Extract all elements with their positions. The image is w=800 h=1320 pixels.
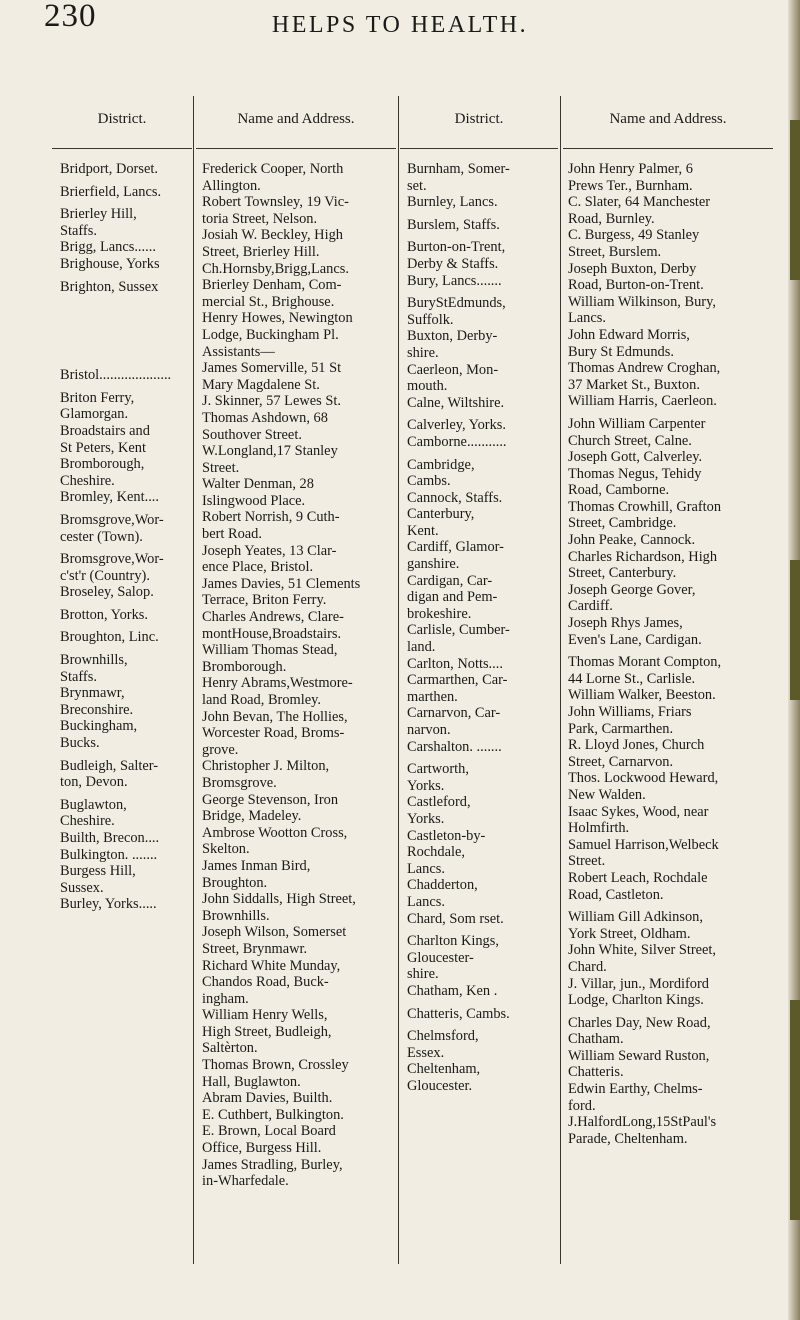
table-line: J. Skinner, 57 Lewes St. — [202, 393, 341, 410]
table-line: Suffolk. — [407, 311, 454, 328]
table-line: ence Place, Bristol. — [202, 559, 314, 576]
table-line: Brighouse, Yorks — [60, 255, 160, 272]
table-line: C. Slater, 64 Manchester — [568, 194, 711, 211]
table-line: John White, Silver Street, — [568, 942, 717, 959]
table-line: Bromley, Kent.... — [60, 489, 159, 506]
table-line: John Peake, Cannock. — [568, 532, 696, 549]
table-line: James Stradling, Burley, — [202, 1156, 343, 1173]
table-line: Burton-on-Trent, — [407, 239, 506, 256]
table-line: Street. — [202, 459, 240, 476]
table-line: Chatham, Ken . — [407, 982, 498, 999]
table-line: W.Longland,17 Stanley — [202, 443, 338, 460]
table-line: Walter Denman, 28 — [202, 476, 314, 493]
header-name-right: Name and Address. — [609, 111, 727, 127]
table-line: Thomas Negus, Tehidy — [568, 465, 702, 482]
table-line: William Gill Adkinson, — [568, 909, 703, 926]
table-line: Cartworth, — [407, 761, 469, 778]
table-line: High Street, Budleigh, — [202, 1023, 332, 1040]
table-line: J.HalfordLong,15StPaul's — [568, 1114, 717, 1131]
table-line: Even's Lane, Cardigan. — [568, 631, 702, 648]
table-line: William Thomas Stead, — [202, 642, 338, 659]
table-line: Broseley, Salop. — [60, 584, 154, 601]
table-line: Road, Burnley. — [568, 210, 655, 227]
district-column-left — [60, 161, 192, 913]
page-edge-stain — [790, 120, 800, 280]
table-line: mouth. — [407, 378, 448, 395]
page-number: 230 — [44, 0, 97, 34]
table-line: New Walden. — [568, 786, 646, 803]
table-line: Street, Brierley Hill. — [202, 243, 320, 260]
table-line: land Road, Bromley. — [202, 692, 321, 708]
table-line: Saltèrton. — [202, 1040, 258, 1057]
table-line: BuryStEdmunds, — [407, 295, 506, 312]
table-line: Burley, Yorks..... — [60, 896, 157, 913]
table-line: Isaac Sykes, Wood, near — [568, 803, 709, 820]
table-line: Office, Burgess Hill. — [202, 1140, 322, 1157]
table-line: Brownhills, — [60, 652, 128, 669]
table-line: Chatteris, Cambs. — [407, 1005, 510, 1022]
table-line: Ch.Hornsby,Brigg,Lancs. — [202, 260, 349, 277]
table-line: E. Brown, Local Board — [202, 1123, 336, 1140]
table-line: Worcester Road, Broms- — [202, 725, 345, 742]
table-line: Edwin Earthy, Chelms- — [568, 1081, 703, 1098]
table-line: York Street, Oldham. — [568, 925, 691, 942]
table-line: Bromsgrove,Wor- — [60, 551, 164, 568]
table-line: Bridge, Madeley. — [202, 808, 302, 825]
table-line: Charlton Kings, — [407, 933, 499, 950]
table-line: montHouse,Broadstairs. — [202, 625, 342, 642]
table-line: c'st'r (Country). — [60, 567, 150, 584]
table-line: R. Lloyd Jones, Church — [568, 737, 705, 754]
table-line: Thomas Crowhill, Grafton — [568, 498, 722, 515]
table-line: Lancs. — [407, 860, 445, 877]
table-line: in-Wharfedale. — [202, 1173, 289, 1190]
table-line: Thomas Andrew Croghan, — [568, 360, 721, 377]
table-line: grove. — [202, 741, 239, 758]
table-line: Breconshire. — [60, 701, 134, 718]
table-line: Bulkington. ....... — [60, 846, 158, 863]
table-line: Bury St Edmunds. — [568, 343, 674, 360]
table-line: Calverley, Yorks. — [407, 417, 506, 434]
table-line: Carmarthen, Car- — [407, 672, 508, 689]
column-rule-2 — [398, 96, 399, 1264]
table-line: Yorks. — [407, 777, 445, 794]
table-line: Burgess Hill, — [60, 863, 136, 880]
table-line: Brynmawr, — [60, 685, 125, 702]
header-underline-2 — [196, 148, 396, 149]
table-line: Street, Brynmawr. — [202, 940, 308, 957]
table-line: Gloucester. — [407, 1077, 473, 1094]
table-line: John William Carpenter — [568, 415, 706, 432]
table-line: digan and Pem- — [407, 589, 498, 606]
table-line: shire. — [407, 344, 439, 361]
table-line: Kent. — [407, 522, 439, 539]
header-district-left: District. — [97, 111, 147, 127]
table-line: Joseph Yeates, 13 Clar- — [202, 542, 337, 559]
table-line: Brigg, Lancs...... — [60, 239, 156, 256]
table-line: land. — [407, 639, 436, 656]
table-line: John Siddalls, High Street, — [202, 891, 356, 908]
table-line: Staffs. — [60, 222, 97, 239]
table-line: William Harris, Caerleon. — [568, 393, 717, 410]
table-line: Cardigan, Car- — [407, 572, 493, 589]
table-line: Abram Davies, Builth. — [202, 1090, 333, 1107]
table-line: Thomas Brown, Crossley — [202, 1057, 349, 1074]
table-line: Buxton, Derby- — [407, 328, 498, 345]
table-line: Southover Street. — [202, 426, 302, 443]
name-address-column-right — [568, 161, 773, 1147]
table-line: Henry Howes, Newington — [202, 310, 353, 327]
table-line: Richard White Munday, — [202, 957, 341, 974]
table-line: Buglawton, — [60, 796, 127, 813]
table-line: Holmfirth. — [568, 820, 630, 837]
table-line: Cheshire. — [60, 472, 115, 489]
table-line: Cardiff, Glamor- — [407, 539, 504, 556]
table-line: Terrace, Briton Ferry. — [202, 592, 327, 609]
table-line: Carnarvon, Car- — [407, 705, 501, 722]
table-line: shire. — [407, 966, 439, 983]
table-line: Park, Carmarthen. — [568, 720, 674, 737]
table-line: Brownhills. — [202, 907, 270, 924]
table-line: Assistants— — [202, 343, 275, 360]
table-line: Chard. — [568, 958, 607, 975]
table-line: Bromborough. — [202, 658, 287, 675]
table-line: Skelton. — [202, 841, 250, 858]
header-underline-3 — [400, 148, 558, 149]
table-line: Lodge, Charlton Kings. — [568, 992, 704, 1009]
table-line: James Davies, 51 Clements — [202, 575, 361, 592]
table-line: Street. — [568, 853, 606, 870]
table-line: Budleigh, Salter- — [60, 757, 159, 774]
table-line: Charles Richardson, High — [568, 548, 718, 565]
table-line: Chadderton, — [407, 877, 478, 894]
table-line: Street, Carnarvon. — [568, 753, 674, 770]
table-line: Staffs. — [60, 668, 97, 685]
table-line: Broadstairs and — [60, 422, 150, 439]
table-line: Chelmsford, — [407, 1028, 479, 1045]
table-line: Joseph Rhys James, — [568, 615, 683, 632]
table-line: Lancs. — [568, 310, 606, 327]
table-line: Castleton-by- — [407, 827, 486, 844]
table-line: Chandos Road, Buck- — [202, 974, 329, 991]
table-line: Caerleon, Mon- — [407, 361, 499, 378]
table-line: mercial St., Brighouse. — [202, 293, 335, 310]
table-line: brokeshire. — [407, 605, 472, 622]
table-line: Bromborough, — [60, 456, 145, 473]
table-line: James Inman Bird, — [202, 857, 311, 874]
header-district-right: District. — [454, 111, 504, 127]
table-line: John Edward Morris, — [568, 326, 690, 343]
table-line: Thos. Lockwood Heward, — [568, 770, 719, 787]
page-edge-stain — [790, 1000, 800, 1220]
table-line: Christopher J. Milton, — [202, 758, 330, 775]
table-line: Street, Burslem. — [568, 243, 662, 260]
table-line: 44 Lorne St., Carlisle. — [568, 670, 696, 687]
table-line: George Stevenson, Iron — [202, 791, 339, 808]
header-underline-1 — [52, 148, 192, 149]
table-line: Brierley Denham, Com- — [202, 277, 342, 294]
table-line: Brighton, Sussex — [60, 278, 159, 295]
table-line: Broughton. — [202, 874, 268, 891]
table-line: Robert Townsley, 19 Vic- — [202, 194, 349, 211]
table-line: Essex. — [407, 1044, 445, 1061]
table-line: Charles Day, New Road, — [568, 1014, 711, 1031]
table-line: Burnham, Somer- — [407, 161, 510, 177]
table-line: Josiah W. Beckley, High — [202, 227, 343, 244]
table-line: Camborne........... — [407, 433, 507, 450]
table-line: Chard, Som rset. — [407, 910, 504, 927]
table-line: Cambridge, — [407, 456, 475, 473]
table-line: Henry Abrams,Westmore- — [202, 675, 353, 692]
table-line: Robert Leach, Rochdale — [568, 869, 708, 886]
table-line: Builth, Brecon.... — [60, 830, 160, 846]
table-line: Mary Magdalene St. — [202, 376, 320, 393]
table-line: Chatteris. — [568, 1064, 624, 1081]
table-line: Castleford, — [407, 794, 471, 811]
table-line: Cannock, Staffs. — [407, 489, 503, 506]
table-line: Canterbury, — [407, 506, 475, 523]
table-line: ganshire. — [407, 556, 460, 573]
table-line: ton, Devon. — [60, 774, 128, 791]
table-line: Samuel Harrison,Welbeck — [568, 836, 719, 853]
table-line: Yorks. — [407, 810, 445, 827]
column-rule-1 — [193, 96, 194, 1264]
table-line: Parade, Cheltenham. — [568, 1130, 688, 1147]
table-line: J. Villar, jun., Mordiford — [568, 975, 709, 992]
table-line: ford. — [568, 1097, 596, 1114]
table-line: Hall, Buglawton. — [202, 1073, 301, 1090]
table-line: Carlton, Notts.... — [407, 655, 503, 672]
table-line: narvon. — [407, 722, 451, 738]
table-line: Road, Castleton. — [568, 886, 664, 903]
table-line: Calne, Wiltshire. — [407, 394, 505, 411]
table-line: William Seward Ruston, — [568, 1047, 710, 1064]
table-line: Thomas Ashdown, 68 — [202, 409, 328, 426]
table-line: Brierley Hill, — [60, 206, 137, 223]
table-line: St Peters, Kent — [60, 439, 146, 456]
district-column-right — [407, 161, 559, 1094]
table-line: Church Street, Calne. — [568, 432, 692, 449]
table-line: Carlisle, Cumber- — [407, 622, 510, 639]
table-line: Sussex. — [60, 879, 104, 896]
table-line: Brierfield, Lancs. — [60, 183, 162, 200]
table-line: Allington. — [202, 177, 261, 194]
table-line: Cardiff. — [568, 598, 613, 615]
table-line: cester (Town). — [60, 528, 143, 545]
page-edge-stain — [790, 560, 800, 700]
table-line: William Henry Wells, — [202, 1007, 328, 1024]
table-line: William Walker, Beeston. — [568, 687, 716, 704]
table-line: ingham. — [202, 990, 249, 1007]
table-line: Bucks. — [60, 735, 100, 752]
table-line: Derby & Staffs. — [407, 255, 499, 272]
table-line: Cheltenham, — [407, 1061, 481, 1078]
table-line: William Wilkinson, Bury, — [568, 293, 716, 310]
table-line: Carshalton. ....... — [407, 738, 502, 755]
table-line: Ambrose Wootton Cross, — [202, 824, 348, 841]
table-line: Broughton, Linc. — [60, 629, 159, 646]
table-line: James Somerville, 51 St — [202, 360, 342, 377]
table-line: John Bevan, The Hollies, — [202, 708, 348, 725]
table-line: Glamorgan. — [60, 406, 129, 423]
table-line: Burslem, Staffs. — [407, 216, 500, 233]
column-rule-3 — [560, 96, 561, 1264]
table-line: Briton Ferry, — [60, 389, 135, 406]
table-line: Bridport, Dorset. — [60, 161, 158, 177]
table-line: John Williams, Friars — [568, 704, 692, 720]
table-line: marthen. — [407, 688, 458, 705]
table-line: Gloucester- — [407, 949, 474, 966]
table-line: John Henry Palmer, 6 — [568, 161, 693, 177]
table-line: Joseph Wilson, Somerset — [202, 924, 347, 941]
table-line: Bury, Lancs....... — [407, 272, 502, 289]
table-line: toria Street, Nelson. — [202, 210, 318, 227]
table-line: set. — [407, 177, 427, 194]
table-line: Bristol.................... — [60, 367, 172, 384]
table-line: 37 Market St., Buxton. — [568, 376, 700, 393]
table-line: Bromsgrove,Wor- — [60, 511, 164, 528]
table-line: Lodge, Buckingham Pl. — [202, 326, 339, 343]
table-line: Islingwood Place. — [202, 492, 306, 509]
table-line: Street, Cambridge. — [568, 515, 677, 532]
table-line: Cambs. — [407, 473, 451, 490]
table-line: Robert Norrish, 9 Cuth- — [202, 509, 340, 526]
table-line: Rochdale, — [407, 844, 465, 861]
header-name-left: Name and Address. — [237, 111, 355, 127]
table-line: Bromsgrove. — [202, 774, 277, 791]
table-line: Joseph Buxton, Derby — [568, 260, 697, 277]
table-line: Road, Burton-on-Trent. — [568, 277, 704, 294]
table-line: Lancs. — [407, 893, 445, 910]
table-line: Joseph Gott, Calverley. — [568, 449, 703, 466]
table-line: Burnley, Lancs. — [407, 194, 498, 211]
header-underline-4 — [563, 148, 773, 149]
table-line: Street, Canterbury. — [568, 565, 677, 582]
table-line: Buckingham, — [60, 718, 138, 735]
table-line: Cheshire. — [60, 813, 115, 830]
table-line: E. Cuthbert, Bulkington. — [202, 1106, 344, 1123]
running-title: HELPS TO HEALTH. — [271, 12, 529, 38]
table-line: bert Road. — [202, 526, 262, 543]
table-line: Chatham. — [568, 1031, 624, 1048]
table-line: C. Burgess, 49 Stanley — [568, 227, 700, 244]
table-line: Charles Andrews, Clare- — [202, 609, 344, 626]
name-address-column-left — [202, 161, 397, 1190]
table-line: Frederick Cooper, North — [202, 161, 344, 177]
table-line: Joseph George Gover, — [568, 581, 696, 598]
table-line: Thomas Morant Compton, — [568, 654, 722, 671]
table-line: Road, Camborne. — [568, 482, 670, 499]
table-line: Brotton, Yorks. — [60, 606, 148, 623]
table-line: Prews Ter., Burnham. — [568, 177, 693, 194]
